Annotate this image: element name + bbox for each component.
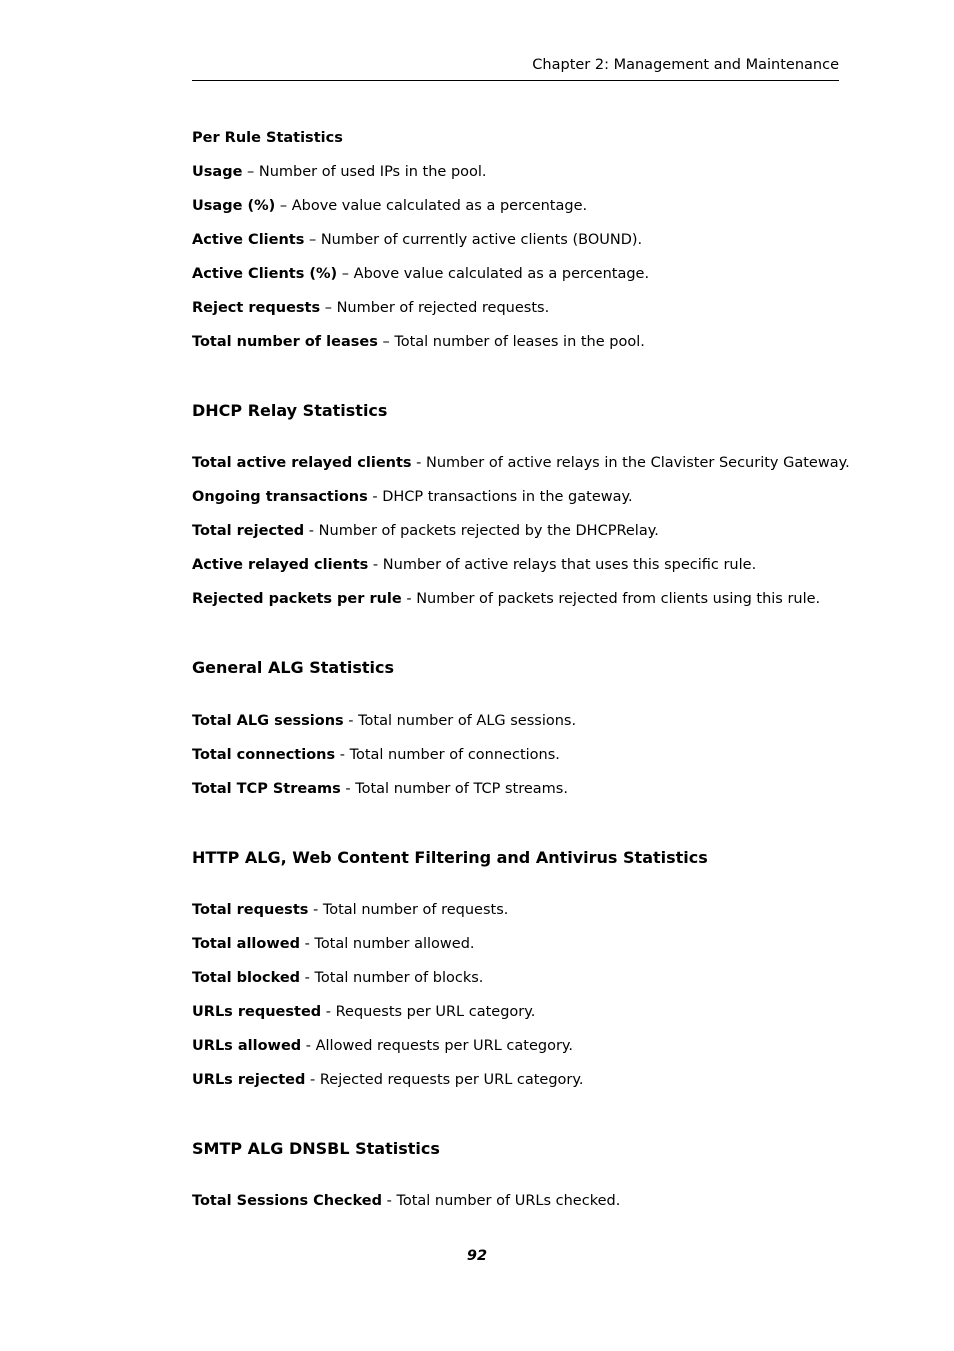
definition-item: Total connections - Total number of connections. (192, 747, 560, 763)
definition-desc: Total number of ALG sessions. (358, 713, 577, 729)
page-number: 92 (466, 1248, 488, 1264)
definition-item: Total ALG sessions - Total number of ALG sessions. (192, 713, 577, 729)
definition-term: Total allowed (192, 936, 300, 952)
definition-term: Active Clients (%) (192, 266, 338, 282)
definition-item: Active relayed clients - Number of active relays that uses this specific rule. (192, 557, 757, 573)
definition-desc: Number of used IPs in the pool. (258, 164, 487, 180)
definition-desc: Total number of blocks. (314, 970, 484, 986)
definition-item: Ongoing transactions - DHCP transactions in the gateway. (192, 489, 633, 505)
definition-term: Active Clients (192, 232, 305, 248)
definition-item: Total number of leases – Total number of leases in the pool. (192, 334, 645, 350)
definition-desc: Number of active relays that uses this specific rule. (382, 557, 757, 573)
definition-term: Total rejected (192, 523, 305, 539)
definition-desc: Total number of requests. (322, 902, 509, 918)
definition-term: URLs requested (192, 1004, 322, 1020)
section-heading-http-alg: HTTP ALG, Web Content Filtering and Antivirus Statistics (192, 848, 708, 867)
definition-term: Total Sessions Checked (192, 1193, 382, 1209)
definition-item: Reject requests – Number of rejected requests. (192, 300, 550, 316)
section-heading-per-rule: Per Rule Statistics (192, 130, 343, 146)
definition-desc: Allowed requests per URL category. (315, 1038, 574, 1054)
definition-desc: Rejected requests per URL category. (319, 1072, 584, 1088)
definition-term: Total TCP Streams (192, 781, 341, 797)
definition-desc: Total number of leases in the pool. (394, 334, 645, 350)
definition-desc: Requests per URL category. (335, 1004, 536, 1020)
definition-desc: Above value calculated as a percentage. (291, 198, 588, 214)
definition-term: Total number of leases (192, 334, 378, 350)
definition-item: Active Clients (%) – Above value calculated as a percentage. (192, 266, 650, 282)
section-heading-smtp-alg: SMTP ALG DNSBL Statistics (192, 1139, 440, 1158)
definition-desc: DHCP transactions in the gateway. (382, 489, 633, 505)
definition-desc: Total number of TCP streams. (355, 781, 568, 797)
definition-desc: Number of packets rejected by the DHCPRelay. (318, 523, 659, 539)
definition-term: Total requests (192, 902, 309, 918)
definition-item: Total requests - Total number of requests. (192, 902, 509, 918)
definition-desc: Total number of URLs checked. (396, 1193, 621, 1209)
definition-desc: Number of rejected requests. (336, 300, 550, 316)
section-heading-dhcp-relay: DHCP Relay Statistics (192, 401, 388, 420)
definition-item: Total allowed - Total number allowed. (192, 936, 475, 952)
definition-term: Total blocked (192, 970, 301, 986)
definition-term: Active relayed clients (192, 557, 369, 573)
chapter-title: Chapter 2: Management and Maintenance (532, 57, 839, 73)
definition-term: Usage (192, 164, 243, 180)
definition-item: URLs allowed - Allowed requests per URL category. (192, 1038, 574, 1054)
section-heading-general-alg: General ALG Statistics (192, 658, 395, 677)
definition-term: Usage (%) (192, 198, 276, 214)
definition-term: Ongoing transactions (192, 489, 368, 505)
definition-desc: Total number allowed. (314, 936, 475, 952)
definition-item: Total Sessions Checked - Total number of URLs checked. (192, 1193, 621, 1209)
definition-desc: Number of active relays in the Clavister Security Gateway. (426, 455, 850, 471)
definition-term: Total active relayed clients (192, 455, 412, 471)
definition-desc: Number of currently active clients (BOUND). (320, 232, 643, 248)
definition-term: Rejected packets per rule (192, 591, 402, 607)
definition-term: Total connections (192, 747, 336, 763)
definition-desc: Total number of connections. (349, 747, 560, 763)
definition-term: URLs allowed (192, 1038, 302, 1054)
definition-term: Reject requests (192, 300, 321, 316)
definition-term: URLs rejected (192, 1072, 306, 1088)
definition-item: Usage (%) – Above value calculated as a percentage. (192, 198, 588, 214)
definition-item: Total rejected - Number of packets rejected by the DHCPRelay. (192, 523, 659, 539)
definition-desc: Number of packets rejected from clients using this rule. (416, 591, 821, 607)
definition-item: Active Clients – Number of currently active clients (BOUND). (192, 232, 643, 248)
definition-item: Usage – Number of used IPs in the pool. (192, 164, 487, 180)
definition-item: URLs requested - Requests per URL category. (192, 1004, 536, 1020)
definition-desc: Above value calculated as a percentage. (353, 266, 650, 282)
definition-item: URLs rejected - Rejected requests per URL category. (192, 1072, 584, 1088)
page-header (192, 54, 839, 81)
definition-item: Total active relayed clients - Number of active relays in the Clavister Security Gateway. (192, 455, 850, 471)
definition-term: Total ALG sessions (192, 713, 344, 729)
definition-item: Total TCP Streams - Total number of TCP streams. (192, 781, 568, 797)
definition-item: Rejected packets per rule - Number of packets rejected from clients using this rule. (192, 591, 821, 607)
definition-item: Total blocked - Total number of blocks. (192, 970, 484, 986)
